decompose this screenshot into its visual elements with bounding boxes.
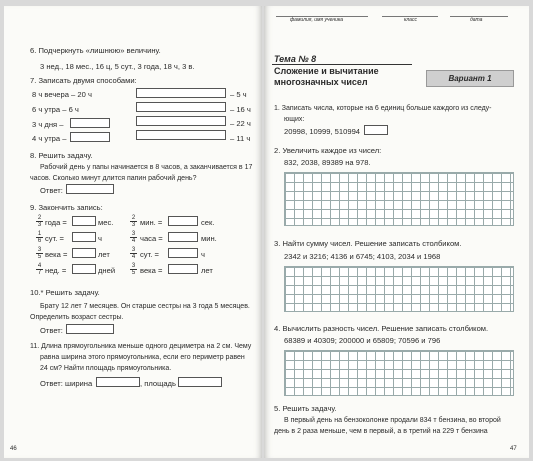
task3-heading: 3. Найти сумму чисел. Решение записать столбиком.: [274, 239, 462, 248]
task2-grid[interactable]: [284, 172, 514, 226]
task9-unit: сут. =: [45, 234, 64, 243]
task9-result-unit: мес.: [98, 218, 114, 227]
task4-values: 68389 и 40309; 200000 и 65809; 70596 и 796: [284, 336, 441, 345]
class-field-label: класс: [404, 17, 417, 23]
topic-label: Тема № 8: [274, 54, 317, 64]
task10-text-line1: Брату 12 лет 7 месяцев. Он старше сестры на 3 года 5 месяцев.: [40, 303, 250, 310]
task9-answer-box[interactable]: [168, 264, 198, 274]
task1-line1: 1. Записать числа, которые на 6 единиц больше каждого из следу-: [274, 105, 492, 112]
task7-box[interactable]: [136, 88, 226, 98]
fraction: $\frac{3}{4}$: [131, 247, 136, 260]
task5-line1: В первый день на бензоколонке продали 834 т бензина, во второй: [284, 417, 501, 424]
topic-divider: [272, 64, 412, 65]
name-field-label: фамилия, имя ученика: [290, 17, 344, 23]
task6-items: 3 нед., 18 мес., 16 ц, 5 сут., 3 года, 18 ч, 3 в.: [40, 62, 195, 71]
fraction: $\frac{2}{3}$: [37, 215, 42, 228]
topic-title-line2: многозначных чисел: [274, 77, 368, 87]
task7-row-right: – 5 ч: [230, 90, 247, 99]
task10-heading: 10.* Решить задачу.: [30, 288, 100, 297]
task9-result-unit: сек.: [201, 218, 215, 227]
task7-answer-box[interactable]: [70, 118, 110, 128]
task11-area-box[interactable]: [178, 377, 222, 387]
task3-grid[interactable]: [284, 266, 514, 312]
task2-values: 832, 2038, 89389 на 978.: [284, 158, 371, 167]
task9-answer-box[interactable]: [168, 232, 198, 242]
page-number: 46: [10, 446, 17, 452]
task9-answer-box[interactable]: [72, 216, 96, 226]
task4-grid[interactable]: [284, 350, 514, 396]
task4-heading: 4. Вычислить разность чисел. Решение записать столбиком.: [274, 324, 489, 333]
date-field-label: дата: [470, 17, 483, 23]
fraction: $\frac{4}{7}$: [37, 263, 42, 276]
task7-box[interactable]: [136, 116, 226, 126]
task5-line2: день в 2 раза меньше, чем в первый, а в третий на 229 т бензина: [274, 428, 488, 435]
task7-row-left: 3 ч дня –: [32, 120, 64, 129]
task11-answer-label: Ответ: ширина: [40, 379, 93, 388]
task2-heading: 2. Увеличить каждое из чисел:: [274, 146, 382, 155]
task1-values: 20998, 10999, 510994: [284, 127, 361, 136]
task8-text-line2: часов. Сколько минут длится папин рабочий день?: [30, 175, 197, 182]
task5-heading: 5. Решить задачу.: [274, 404, 337, 413]
task1-line2: ющих:: [284, 116, 305, 123]
task9-unit: века =: [140, 266, 163, 275]
task7-row-left: 4 ч утра –: [32, 134, 67, 143]
left-page: [4, 6, 262, 458]
task9-unit: века =: [45, 250, 68, 259]
task8-answer-box[interactable]: [66, 184, 114, 194]
fraction: $\frac{1}{6}$: [37, 231, 42, 244]
task11-area-label: , площадь: [140, 379, 176, 388]
fraction: $\frac{3}{5}$: [131, 263, 136, 276]
task11-width-box[interactable]: [96, 377, 140, 387]
task9-unit: года =: [45, 218, 67, 227]
task9-result-unit: лет: [98, 250, 110, 259]
task9-result-unit: ч: [98, 234, 102, 243]
task9-unit: часа =: [140, 234, 163, 243]
task7-heading: 7. Записать двумя способами:: [30, 76, 137, 85]
task8-text-line1: Рабочий день у папы начинается в 8 часов, а заканчивается в 17: [40, 164, 253, 171]
task9-result-unit: ч: [201, 250, 205, 259]
task11-line1: 11. Длина прямоугольника меньше одного дециметра на 2 см. Чему: [30, 343, 252, 350]
fraction: $\frac{2}{3}$: [131, 215, 136, 228]
task10-answer-label: Ответ:: [40, 326, 63, 335]
task11-line2: равна ширина этого прямоугольника, если его периметр равен: [40, 354, 245, 361]
task9-answer-box[interactable]: [72, 248, 96, 258]
task9-answer-box[interactable]: [72, 264, 96, 274]
task7-row-right: – 16 ч: [230, 105, 251, 114]
variant-badge: Вариант 1: [426, 70, 514, 87]
task9-answer-box[interactable]: [168, 216, 198, 226]
task9-answer-box[interactable]: [72, 232, 96, 242]
task9-answer-box[interactable]: [168, 248, 198, 258]
task1-answer-box[interactable]: [364, 125, 388, 135]
fraction: $\frac{3}{5}$: [37, 247, 42, 260]
right-page: [264, 6, 529, 458]
task7-row-right: – 22 ч: [230, 119, 251, 128]
task9-heading: 9. Закончить запись:: [30, 203, 103, 212]
task3-values: 2342 и 3216; 4136 и 6745; 4103, 2034 и 1968: [284, 252, 441, 261]
task9-result-unit: лет: [201, 266, 213, 275]
task9-result-unit: дней: [98, 266, 116, 275]
fraction: $\frac{3}{4}$: [131, 231, 136, 244]
task9-unit: сут. =: [140, 250, 159, 259]
task9-unit: нед. =: [45, 266, 67, 275]
task7-row-left: 6 ч утра – 6 ч: [32, 105, 79, 114]
task10-answer-box[interactable]: [66, 324, 114, 334]
task8-heading: 8. Решить задачу.: [30, 151, 93, 160]
task7-answer-box[interactable]: [70, 132, 110, 142]
task7-box[interactable]: [136, 130, 226, 140]
task7-box[interactable]: [136, 102, 226, 112]
task10-text-line2: Определить возраст сестры.: [30, 314, 124, 321]
task8-answer-label: Ответ:: [40, 186, 63, 195]
page-number: 47: [510, 446, 517, 452]
task7-row-right: – 11 ч: [230, 134, 251, 143]
task9-result-unit: мин.: [201, 234, 217, 243]
task6-heading: 6. Подчеркнуть «лишнюю» величину.: [30, 46, 161, 55]
topic-title-line1: Сложение и вычитание: [274, 66, 379, 76]
task11-line3: 24 см? Найти площадь прямоугольника.: [40, 365, 172, 372]
task7-row-left: 8 ч вечера – 20 ч: [32, 90, 92, 99]
task9-unit: мин. =: [140, 218, 163, 227]
